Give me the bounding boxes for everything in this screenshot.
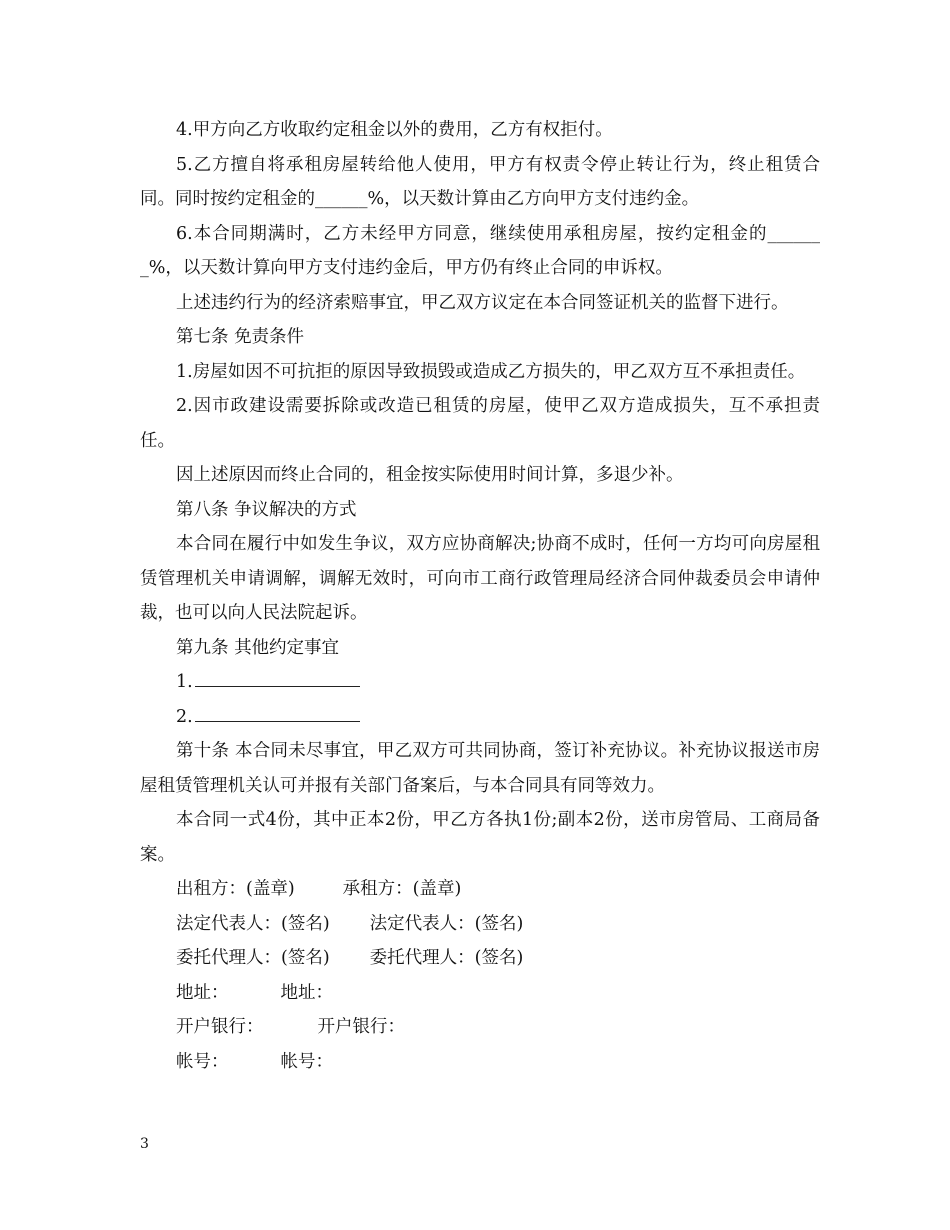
blank-item-2 [140, 700, 820, 735]
blank-line [195, 701, 360, 722]
paragraph-penalty-6: 6.本合同期满时，乙方未经甲方同意，继续使用承租房屋，按约定租金的_______%，以天数计算向甲方支付违约金后，甲方仍有终止合同的申诉权。 [140, 223, 820, 278]
paragraph-dispute: 本合同在履行中如发生争议，双方应协商解决;协商不成时，任何一方均可向房屋租赁管理机关申请调解，调解无效时，可向市工商行政管理局经济合同仲裁委员会申请仲裁，也可以向人民法院起诉。 [140, 534, 820, 623]
signature-row [140, 941, 820, 976]
article-8-heading: 第八条 争议解决的方式 [176, 499, 357, 520]
paragraph-penalty-4: 4.甲方向乙方收取约定租金以外的费用，乙方有权拒付。 [176, 120, 613, 140]
signature-lessee-field: 委托代理人：(签名) [369, 948, 524, 968]
blank-item-number: 2. [176, 706, 193, 727]
signature-lessee-field: 承租方：(盖章) [342, 879, 462, 899]
signature-lessor-field: 委托代理人：(签名) [176, 948, 330, 968]
signature-row [140, 907, 820, 942]
paragraph-penalty-5: 5.乙方擅自将承租房屋转给他人使用，甲方有权责令停止转让行为，终止租赁合同。同时按约定租金的______%，以天数计算由乙方向甲方支付违约金。 [140, 154, 820, 209]
article-7-heading: 第七条 免责条件 [176, 327, 305, 347]
page-number: 3 [140, 1136, 149, 1152]
signature-lessor-field: 法定代表人：(签名) [176, 913, 330, 934]
signature-lessee-field: 地址： [280, 982, 333, 1003]
signature-lessee-field: 帐号： [280, 1051, 333, 1072]
blank-item-number: 1. [176, 672, 193, 692]
signature-lessee-field: 法定代表人：(签名) [369, 913, 524, 934]
signature-row [140, 872, 820, 907]
paragraph-claims: 上述违约行为的经济索赔事宜，甲乙双方议定在本合同签证机关的监督下进行。 [176, 292, 789, 313]
signature-block [140, 872, 820, 1079]
signature-lessor-field: 地址： [176, 982, 229, 1003]
article-10: 第十条 本合同未尽事宜，甲乙双方可共同协商，签订补充协议。补充协议报送市房屋租赁管理机关认可并报有关部门备案后，与本合同具有同等效力。 [140, 741, 820, 796]
blank-line [195, 666, 360, 687]
signature-row [140, 1010, 820, 1045]
article-9-heading: 第九条 其他约定事宜 [176, 637, 340, 658]
paragraph-rent-settlement: 因上述原因而终止合同的，租金按实际使用时间计算，多退少补。 [176, 465, 684, 485]
signature-row [140, 976, 820, 1011]
signature-lessor-field: 帐号： [176, 1051, 229, 1072]
paragraph-copies: 本合同一式4份，其中正本2份，甲乙方各执1份;副本2份，送市房管局、工商局备案。 [140, 810, 820, 865]
signature-row [140, 1045, 820, 1080]
paragraph-exemption-1: 1.房屋如因不可抗拒的原因导致损毁或造成乙方损失的，甲乙双方互不承担责任。 [176, 361, 806, 382]
signature-lessee-field: 开户银行： [317, 1017, 405, 1037]
signature-lessor-field: 出租方：(盖章) [176, 879, 295, 899]
paragraph-exemption-2: 2.因市政建设需要拆除或改造已租赁的房屋，使甲乙双方造成损失，互不承担责任。 [140, 396, 820, 451]
signature-lessor-field: 开户银行： [176, 1017, 264, 1037]
document-body [140, 113, 820, 1079]
blank-item-1 [140, 665, 820, 700]
